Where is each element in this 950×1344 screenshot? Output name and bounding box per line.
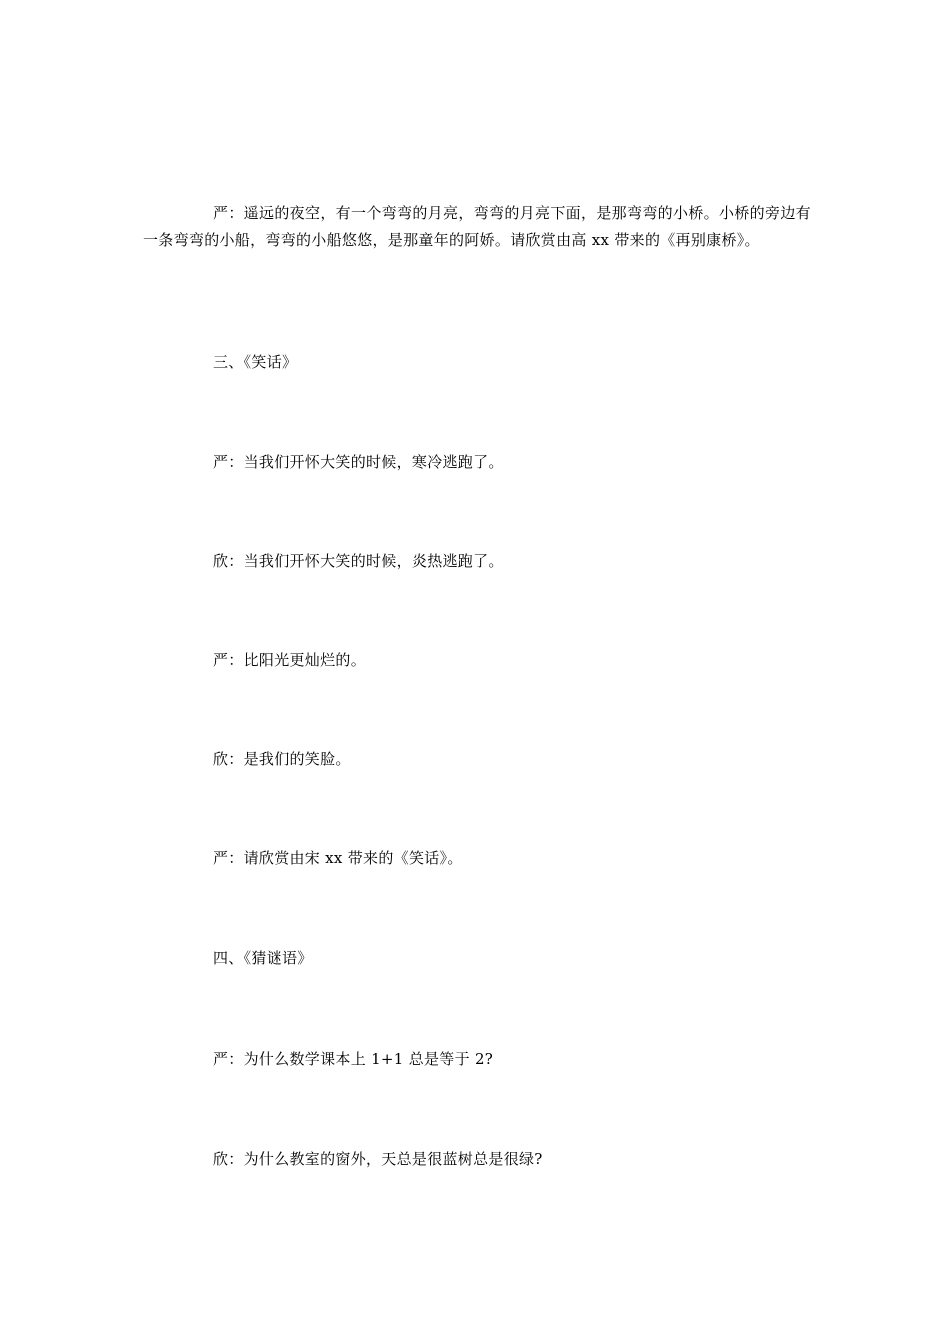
- dialogue-line: 欣：为什么教室的窗外，天总是很蓝树总是很绿?: [213, 1150, 543, 1168]
- dialogue-line: 欣：是我们的笑脸。: [213, 750, 351, 768]
- dialogue-line: 严：请欣赏由宋 xx 带来的《笑话》。: [213, 849, 463, 867]
- section-heading-jokes: 三、《笑话》: [213, 353, 298, 371]
- dialogue-line: 欣：当我们开怀大笑的时候，炎热逃跑了。: [213, 552, 504, 570]
- dialogue-line: 严：为什么数学课本上 1+1 总是等于 2?: [213, 1050, 494, 1068]
- section-heading-riddles: 四、《猜谜语》: [213, 949, 313, 967]
- dialogue-line: 严：比阳光更灿烂的。: [213, 651, 367, 669]
- dialogue-line: 严：当我们开怀大笑的时候，寒冷逃跑了。: [213, 453, 504, 471]
- intro-paragraph: 严：遥远的夜空，有一个弯弯的月亮，弯弯的月亮下面，是那弯弯的小桥。小桥的旁边有一条弯弯的小船，弯弯的小船悠悠，是那童年的阿娇。请欣赏由高 xx 带来的《再别康桥》。: [143, 204, 811, 249]
